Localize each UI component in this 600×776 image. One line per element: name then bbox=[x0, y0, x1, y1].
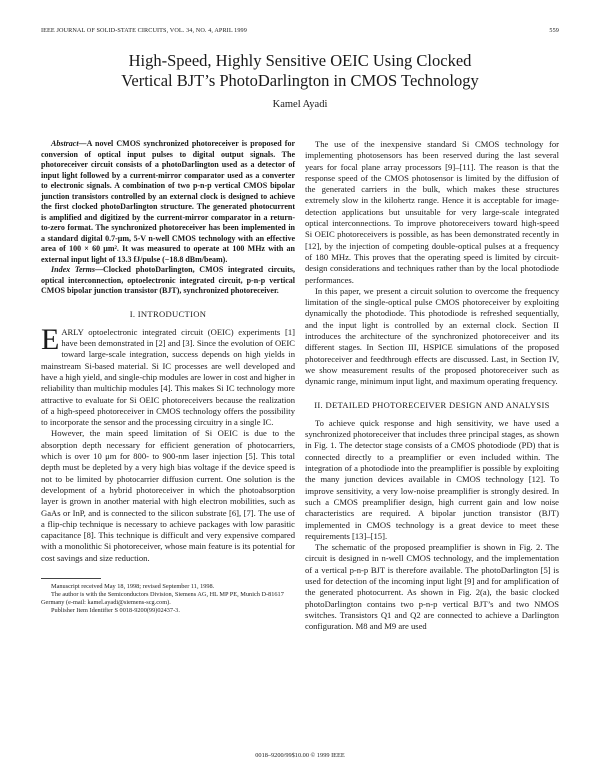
index-terms-label: Index Terms— bbox=[51, 265, 103, 274]
author: Kamel Ayadi bbox=[272, 99, 328, 110]
footnote-manuscript: Manuscript received May 18, 1998; revised September 11, 1998. bbox=[51, 583, 215, 591]
intro-paragraph-2: However, the main speed limitation of Si OEIC is due to the absorption depth necessary for efficient generation of photocarriers, which is over 10 μm for 800- to 900-nm laser injection [5]. This total depth must be depleted by a very high bias voltage if the device speed is not to be limited by photocarrier diffusion current. One solution is the development of a hybrid photoreceiver in which the photoabsorption layer is grown in another material with high electron mobilities, such as GaAs or InP, and is connected to the silicon substrate [6], [7]. The use of a flip-chip technique is necessary to achieve packages with low parasitic capacitance [8]. This technique is difficult and very expensive compared with a monolithic Si photoreceiver, whose main feature is its potential for cost savings and size reduction. bbox=[41, 428, 295, 563]
right-paragraph-1: The use of the inexpensive standard Si CMOS technology for implementing photosensors has been reserved during the last several years for focal plane array processors [9]–[11]. The reason is that the response speed of the CMOS photosensor is limited by the diffusion of the generated carriers in the bulk, which makes these structures extremely slow in the kilohertz range. Hence it is acceptable for image-detection applications but unsuitable for very large-scale integrated optical interconnections. To improve photoreceivers toward high-speed Si OEIC photoreceivers is possible, as has been demonstrated recently in [12], by the injection of competing double-optical pulses at a frequency of 180 MHz. This proves that the operating speed is limited by circuit-design considerations and techniques rather than by the local photodiode performances. bbox=[305, 139, 559, 285]
section-heading-introduction: I. INTRODUCTION bbox=[129, 308, 207, 319]
abstract-label: Abstract— bbox=[51, 139, 87, 148]
intro-paragraph-1-text: ARLY optoelectronic integrated circuit (OEIC) experiments [1] have been demonstrated in [2] and [3]. Since the evolution of OEIC toward large-scale integration, success depends on high yields in mainstream Si-based material. Si IC processes are well developed and have a high yield, and single-chip modules are lower in cost and higher in reliability than multichip modules [4]. This makes Si IC technology more attractive to evaluate for Si OEIC photoreceivers because the realization of a high-speed photoreceiver in CMOS technology offers the possibility to incorporate the sensor and the processing circuitry in a single IC. bbox=[41, 326, 295, 428]
title-line-1: High-Speed, Highly Sensitive OEIC Using Clocked bbox=[128, 51, 472, 70]
drop-cap: E bbox=[41, 322, 60, 356]
running-head bbox=[41, 27, 559, 34]
intro-paragraph-1 bbox=[41, 322, 295, 429]
footnote-author: The author is with the Semiconductors Division, Siemens AG, HL MP PE, Munich D-81617 Germany (e-mail: kamel.ayadi@siemens-scg.com). bbox=[41, 591, 284, 607]
right-column bbox=[305, 139, 559, 632]
left-column bbox=[41, 139, 295, 615]
footnote-identifier: Publisher Item Identifier S 0018-9200(99)02437-3. bbox=[51, 607, 180, 615]
abstract bbox=[41, 139, 295, 265]
index-terms-text: Clocked photoDarlington, CMOS integrated circuits, optical interconnection, optoelectronic integrated circuit, p-n-p vertical CMOS bipolar junction transistor (BJT), synchronized photoreceiver. bbox=[41, 265, 296, 295]
right-paragraph-3: To achieve quick response and high sensitivity, we have used a synchronized photoreceiver that includes three principal stages, as shown in Fig. 1. The detector stage consists of a CMOS photodiode (PD) that is connected directly to a preamplifier or even included within. The integration of a photodiode into the preamplifier is possible by exploiting the many junction devices available in CMOS technology [12]. To improve sensitivity, a very low-noise preamplifier is strongly desired. In such a CMOS preamplifier design, high current gain and low noise characteristics are required. A bipolar junction transistor (BJT) implemented in CMOS technology is a great device to meet these requirements [13]–[15]. bbox=[305, 417, 559, 541]
section-heading-design: II. DETAILED PHOTORECEIVER DESIGN AND ANALYSIS bbox=[314, 399, 550, 410]
paper-title bbox=[60, 51, 540, 91]
copyright-footer: 0018–9200/99$10.00 © 1999 IEEE bbox=[255, 752, 345, 759]
journal-header: IEEE JOURNAL OF SOLID-STATE CIRCUITS, VOL. 34, NO. 4, APRIL 1999 bbox=[41, 27, 247, 34]
page-number: 559 bbox=[549, 27, 559, 34]
index-terms bbox=[41, 265, 295, 297]
footnote-divider bbox=[41, 578, 101, 579]
right-paragraph-4: The schematic of the proposed preamplifier is shown in Fig. 2. The circuit is designed in n-well CMOS technology, and the implementation of a vertical p-n-p BJT is therefore available. The photoDarlington [5] is used for detection of the incoming input light [9] and for amplification of the generated photocurrent. As shown in Fig. 2(a), the basic clocked photoDarlington contains two p-n-p vertical BJT’s and two NMOS switches. Transistors Q1 and Q2 are connected to achieve a Darlington configuration. M8 and M9 are used bbox=[305, 542, 559, 632]
abstract-text: A novel CMOS synchronized photoreceiver is proposed for conversion of optical input pulses to digital output signals. The photoreceiver circuit consists of a photoDarlington used as a detector of input light followed by a current-mirror comparator used as a converter to electronic signals. A combination of two p-n-p vertical CMOS bipolar junction transistors controlled by an external clock is designed to achieve the first clocked photoDarlington structure. The generated photocurrent is amplified and digitized by the current-mirror comparator in a return-to-zero format. The synchronized photoreceiver has been implemented in a standard digital 0.7-μm, 5-V n-well CMOS technology with an effective area of 100 × 60 μm². It was measured to operate at 100 MHz with an external input light of 13.3 fJ/pulse (−18.8 dBm/beam). bbox=[41, 139, 295, 264]
right-paragraph-2: In this paper, we present a circuit solution to overcome the frequency limitation of the single-optical pulse CMOS photoreceiver by exploiting dynamically the photodiode. This photodiode is refreshed sequentially, and the input light is controlled by an external clock. Section II introduces the architecture of the synchronized photoreceiver and its different stages. In Section III, HSPICE simulations of the proposed photoreceiver and feedthrough effects are discussed. Last, in Section IV, we show measurement results of the proposed photoreceiver such as dynamic range, minimum input light, and maximum operating frequency. bbox=[305, 285, 559, 387]
title-line-2: Vertical BJT’s PhotoDarlington in CMOS Technology bbox=[121, 71, 479, 90]
